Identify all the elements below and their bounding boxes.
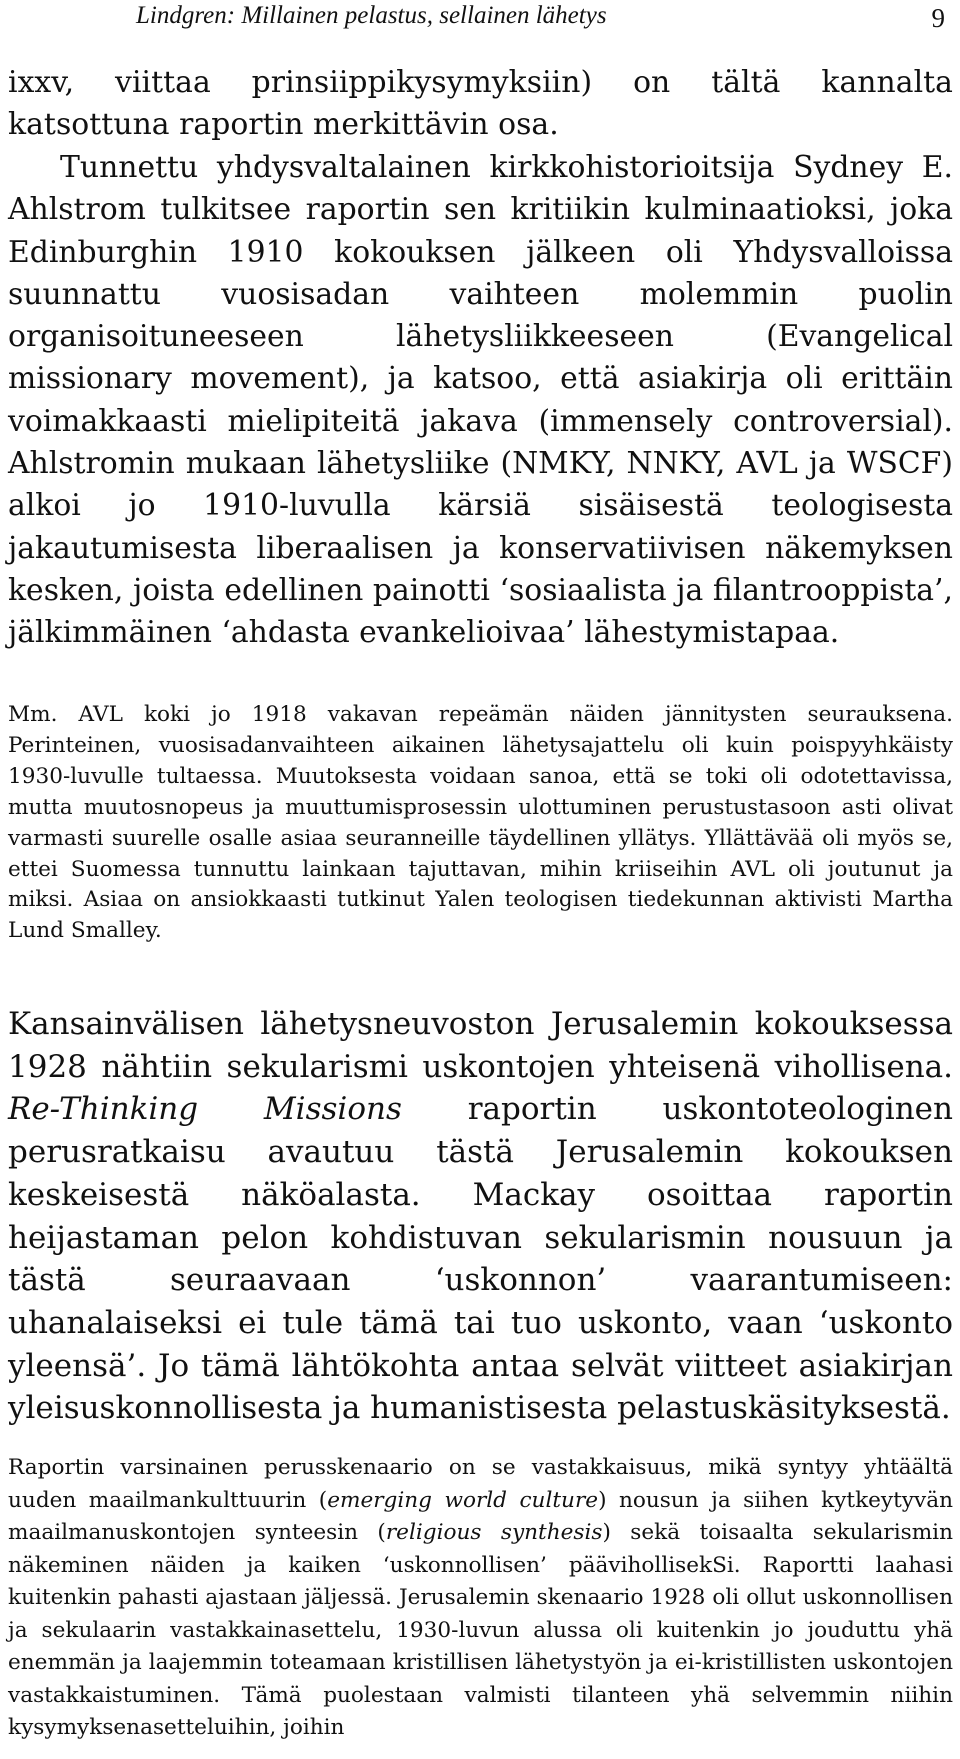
page-number: 9 — [931, 3, 945, 33]
paragraph-jerusalem-text-b: raportin uskontoteologinen perusratkaisu avautuu tästä Jerusalemin kokouksen keskeisestä näköalasta. Mackay osoittaa raportin heijastaman pelon kohdistuvan sekularismin nousuun ja tästä seuraavaan ‘uskonnon’ vaarantumiseen: uhanalaiseksi ei tule tämä tai tuo uskonto, vaan ‘uskonto yleensä’. Jo tämä lähtökohta antaa selvät viitteet asiakirjan yleisuskonnollisesta ja humanistisesta pelastuskäsityksestä. — [8, 1091, 953, 1427]
small-print-note-scenario — [8, 1452, 953, 1745]
note2-emphasis-world-culture: emerging world culture — [327, 1487, 599, 1513]
book-title-rethinking-missions: Re-Thinking Missions — [8, 1091, 402, 1128]
note2-emphasis-religious-synthesis: religious synthesis — [385, 1520, 603, 1545]
paragraph-jerusalem — [8, 1003, 953, 1430]
paragraph-opening: ixxv, viittaa prinsiippikysymyksiin) on tältä kannalta katsottuna raportin merkittävin osa. — [8, 65, 953, 143]
small-print-note-avl: Mm. AVL koki jo 1918 vakavan repeämän näiden jännitysten seurauksena. Perinteinen, vuosisadanvaihteen aikainen lähetysajattelu oli kuin poispyyhkäisty 1930-luvulle tultaessa. Muutoksesta voidaan sanoa, että se toki oli odotettavissa, mutta muutosnopeus ja muuttumisprosessin ulottuminen perustustasoon asti olivat varmasti suurelle osalle asiaa seuranneille täydellinen yllätys. Yllättävää oli myös se, ettei Suomessa tunnuttu lainkaan tajuttavan, mihin kriiseihin AVL oli joutunut ja miksi. Asiaa on ansiokkaasti tutkinut Yalen teologisen tiedekunnan aktivisti Martha Lund Smalley. — [8, 702, 953, 944]
page-header — [8, 0, 953, 46]
note2-text-a: Raportin varsinainen perusskenaario on se vastakkaisuus, mikä syntyy yhtäältä uuden maailmankulttuurin ( — [8, 1455, 953, 1513]
note2-text-c: ) sekä toisaalta sekularismin näkeminen näiden ja kaiken ‘uskonnollisen’ päävihollisekSi. Raportti laahasi kuitenkin pahasti ajastaan jäljessä. Jerusalemin skenaario 1928 oli ollut uskonnollisen ja sekulaarin vastakkainasettelu, 1930-luvun alussa oli kuitenkin jo jouduttu yhä enemmän ja laajemmin toteamaan kristillisen lähetystyön ja ei-kristillisten uskontojen vastakkaistuminen. Tämä puolestaan valmisti tilanteen yhä selvemmin niihin kysymyksenasetteluihin, joihin — [8, 1520, 953, 1740]
paragraph-ahlstrom: Tunnettu yhdysvaltalainen kirkkohistorioitsija Sydney E. Ahlstrom tulkitsee raportin sen kritiikin kulminaatioksi, joka Edinburghin 1910 kokouksen jälkeen oli Yhdysvalloissa suunnattu vuosisadan vaihteen molemmin puolin organisoituneeseen lähetysliikkeeseen (Evangelical missionary movement), ja katsoo, että asiakirja oli erittäin voimakkaasti mielipiteitä jakava (immensely controversial). Ahlstromin mukaan lähetysliike (NMKY, NNKY, AVL ja WSCF) alkoi jo 1910-luvulla kärsiä sisäisestä teologisesta jakautumisesta liberaalisen ja konservatiivisen näkemyksen kesken, joista edellinen painotti ‘sosiaalista ja filantrooppista’, jälkimmäinen ‘ahdasta evankelioivaa’ lähestymistapaa. — [8, 150, 953, 651]
note2-text-b: ) nousun ja siihen kytkeytyvän maailmanuskontojen synteesin ( — [8, 1487, 953, 1545]
paragraph-jerusalem-text-a: Kansainvälisen lähetysneuvoston Jerusalemin kokouksessa 1928 nähtiin sekularismi uskontojen yhteisenä vihollisena. — [8, 1006, 953, 1085]
running-title: Lindgren: Millainen pelastus, sellainen lähetys — [136, 2, 607, 29]
